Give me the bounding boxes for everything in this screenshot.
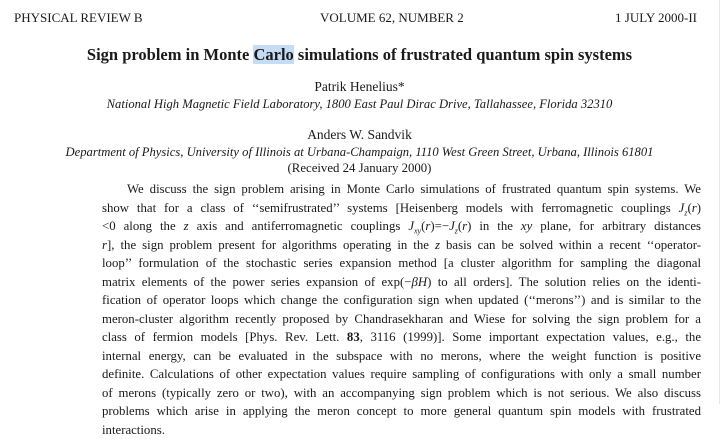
issue-date: 1 JULY 2000-II — [615, 10, 697, 26]
received-date[interactable]: (Received 24 January 2000) — [0, 161, 719, 176]
abstract-line[interactable]: problems which arise in applying the meron concept to more general quantum spin models with frustrated — [102, 402, 701, 421]
abstract-line[interactable]: internal energy, can be evaluated in the subspace with no merons, where the weight function is positive — [102, 347, 701, 366]
abstract-line[interactable]: fication of operator loops which change the configuration sign when updated (‘‘merons’’) and is similar to the — [102, 291, 701, 310]
author-affiliation[interactable]: Department of Physics, University of Illinois at Urbana-Champaign, 1110 West Green Street, Urbana, Illinois 61801 — [0, 145, 719, 160]
paper-title[interactable] — [0, 45, 719, 65]
title-text-after[interactable]: simulations of frustrated quantum spin systems — [294, 45, 632, 64]
abstract-line[interactable]: r], the sign problem present for algorithms operating in the z basis can be solved within a recent ‘‘operator- — [102, 236, 701, 255]
volume-number: VOLUME 62, NUMBER 2 — [320, 10, 464, 26]
abstract-line[interactable]: show that for a class of ‘‘semifrustrated’’ systems [Heisenberg models with ferromagnetic couplings $J_z(r)$ — [102, 199, 701, 218]
author-name[interactable]: Anders W. Sandvik — [0, 127, 719, 143]
author-affiliation[interactable]: National High Magnetic Field Laboratory, 1800 East Paul Dirac Drive, Tallahassee, Florida 32310 — [0, 97, 719, 112]
abstract-line[interactable]: We discuss the sign problem arising in Monte Carlo simulations of frustrated quantum spin systems. We — [102, 180, 701, 199]
abstract-line[interactable]: definite. Calculations of other expectation values require sampling of configurations with only a small number — [102, 365, 701, 384]
abstract-line[interactable]: interactions. — [102, 421, 701, 439]
title-text-before[interactable]: Sign problem in Monte — [87, 45, 254, 64]
author-name[interactable]: Patrik Henelius* — [0, 79, 719, 95]
abstract-line[interactable]: <0 along the z axis and antiferromagnetic couplings $J_{xy}(r)=-J_z(r)$ in the xy plane, for arbitrary distances — [102, 217, 701, 236]
journal-name: PHYSICAL REVIEW B — [14, 10, 143, 26]
selected-text-highlight[interactable]: Carlo — [253, 45, 293, 64]
abstract-line[interactable]: loop’’ formulation of the stochastic series expansion method [a cluster algorithm for sampling the diagonal — [102, 254, 701, 273]
journal-header — [14, 10, 697, 26]
abstract-line[interactable]: class of fermion models [Phys. Rev. Lett. 83, 3116 (1999)]. Some important expectation values, e.g., the — [102, 328, 701, 347]
abstract-line[interactable]: matrix elements of the power series expansion of exp(−βH) to all orders]. The solution relies on the identi- — [102, 273, 701, 292]
abstract-line[interactable]: meron-cluster algorithm recently proposed by Chandrasekharan and Wiese for solving the sign problem for a — [102, 310, 701, 329]
abstract[interactable] — [102, 180, 701, 439]
abstract-line[interactable]: of merons (typically zero or two), with an accompanying sign problem which is not serious. We also discuss — [102, 384, 701, 403]
